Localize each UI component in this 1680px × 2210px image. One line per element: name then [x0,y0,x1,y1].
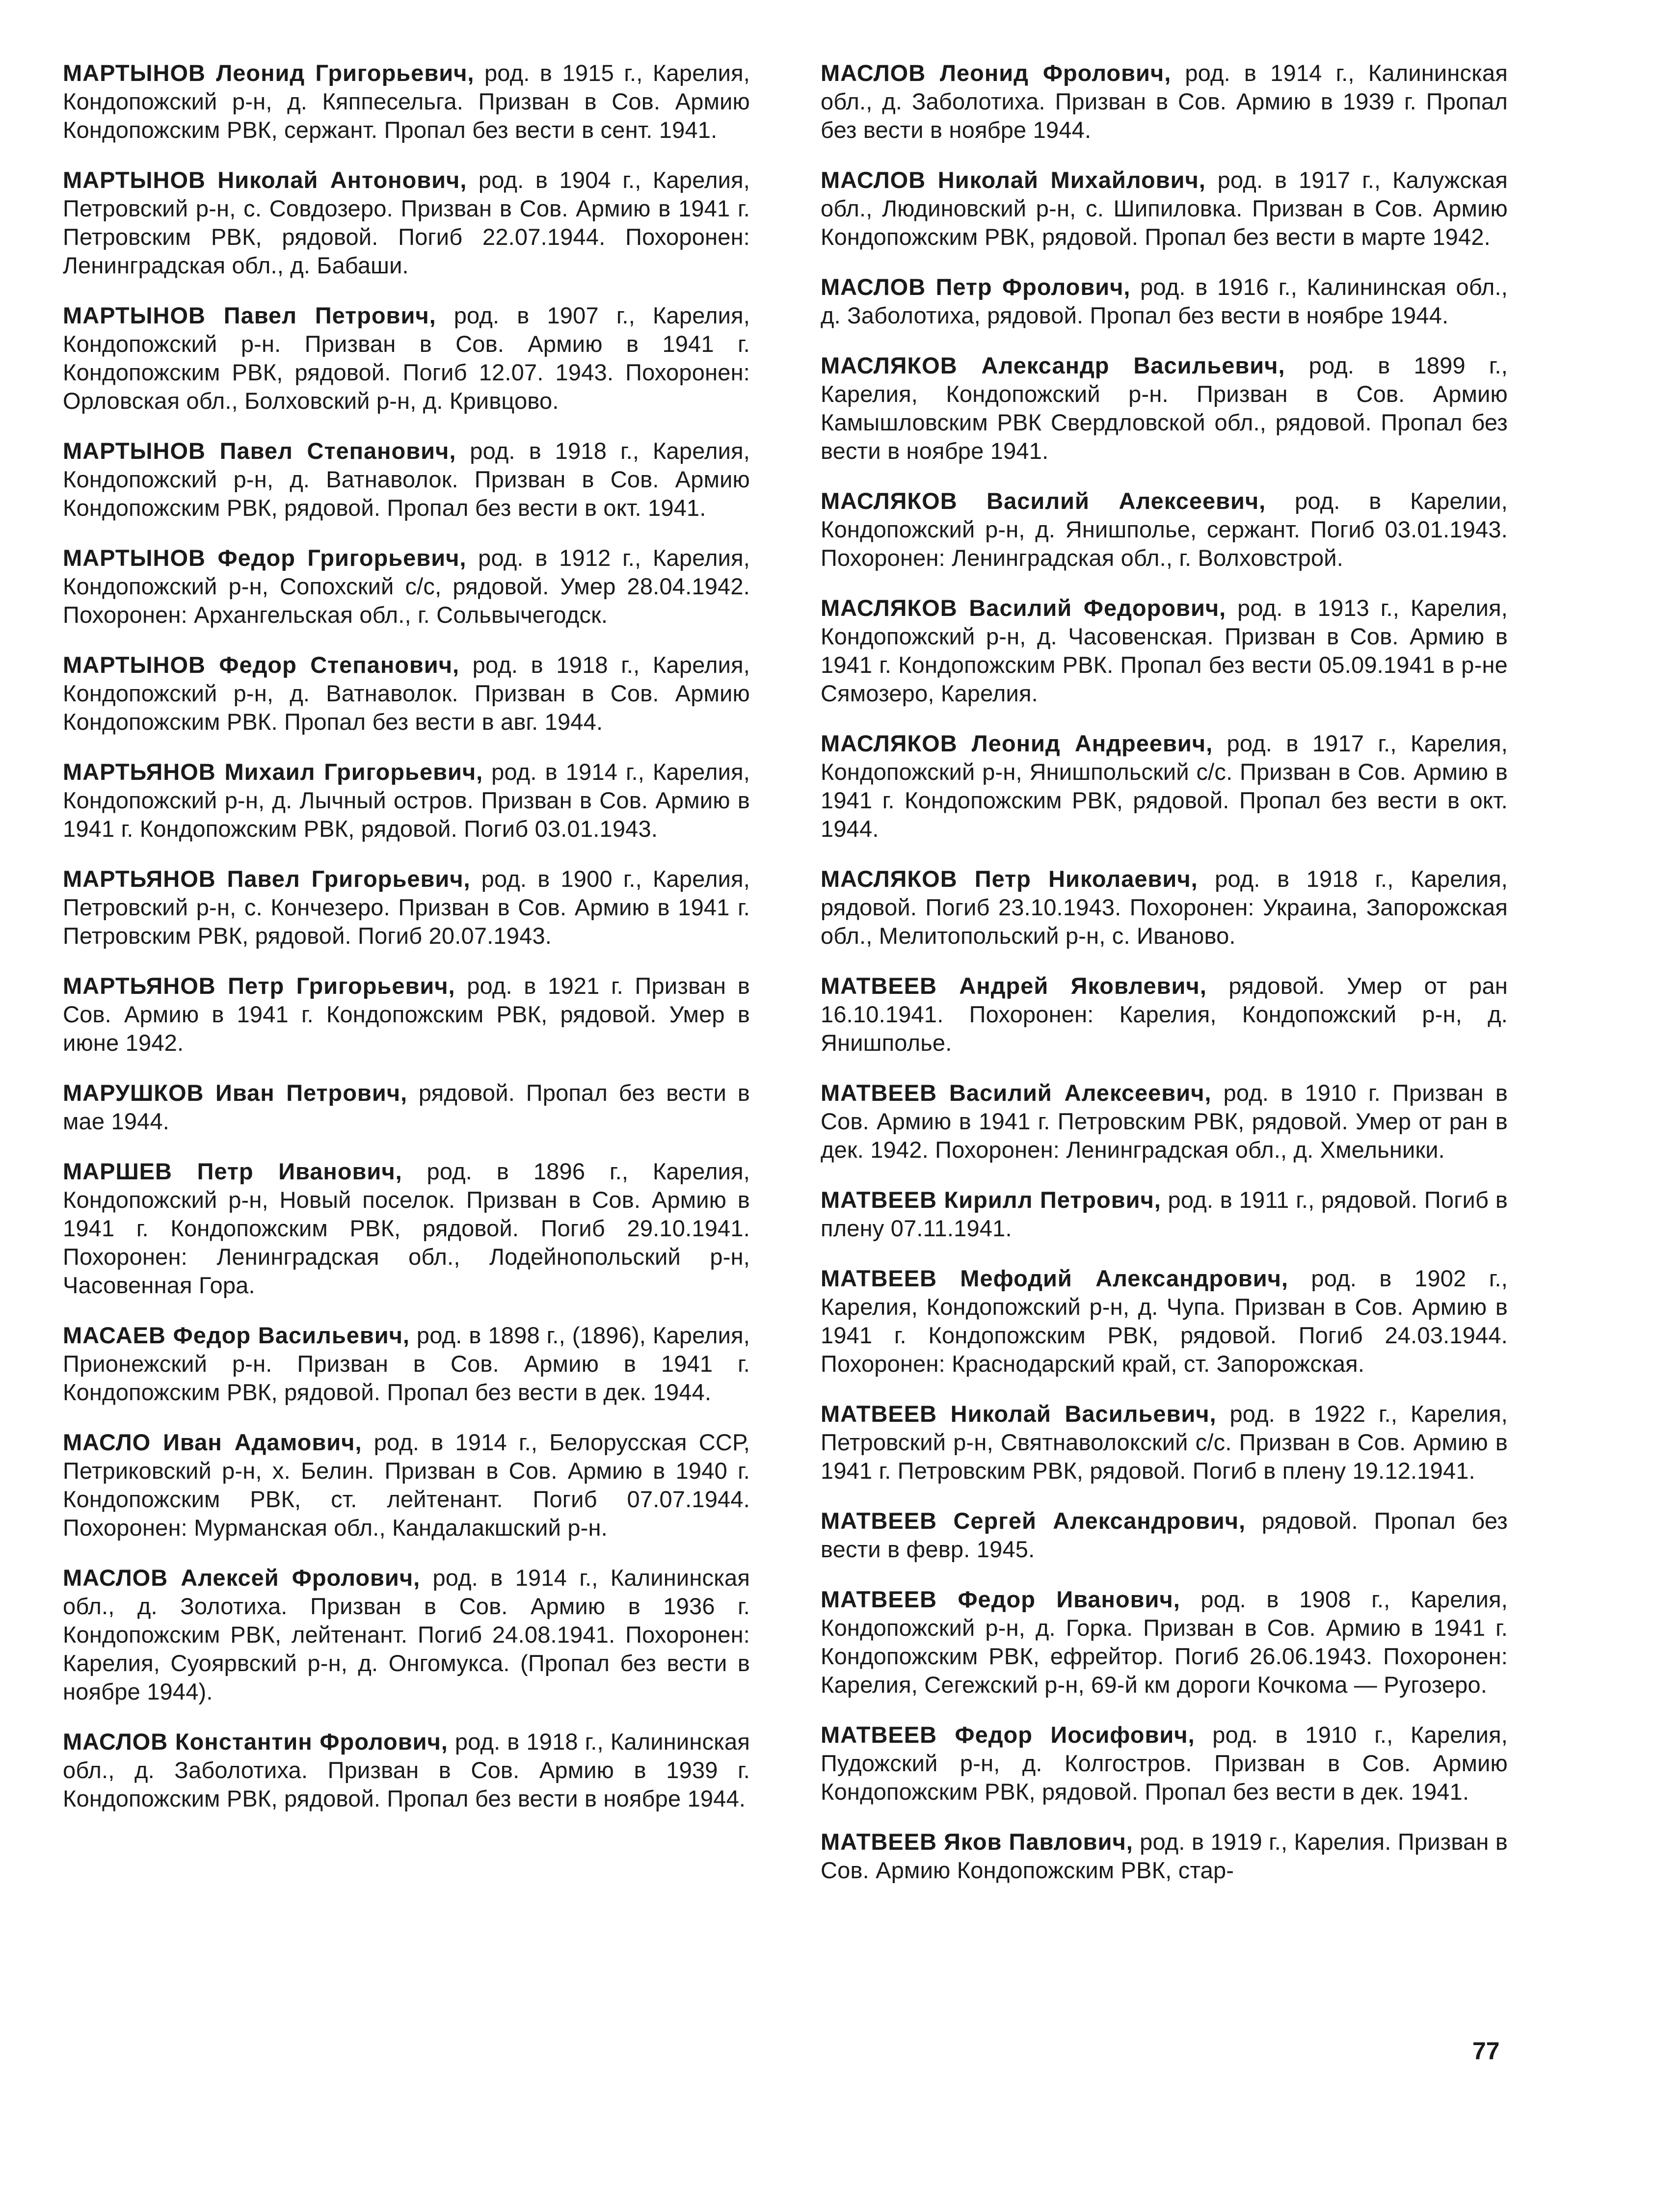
entry [821,1721,1508,1806]
entry-name: МАСЛЯКОВ Василий Федорович, [821,595,1227,621]
entry-text: род. в 1915 г., Карелия, Кондопожский р-н, д. Кяппесельга. Призван в Сов. Армию Кондопожским РВК, сержант. Пропал без вести в сент. 1941. [63,60,750,143]
page-number: 77 [1472,2037,1500,2065]
entry-text: род. в 1914 г., Калининская обл., д. Заболотиха. Призван в Сов. Армию в 1939 г. Пропал без вести в ноябре 1944. [821,60,1508,143]
entry [63,59,750,144]
entry [63,166,750,280]
entry-name: МАСЛЯКОВ Александр Васильевич, [821,352,1285,378]
entry [63,544,750,629]
entry [821,1400,1508,1485]
entry [63,972,750,1057]
entry-name: МАРТЬЯНОВ Павел Григорьевич, [63,866,471,892]
entry-text: род. в 1914 г., Белорусская ССР, Петриковский р-н, х. Белин. Призван в Сов. Армию в 1940 г. Кондопожским РВК, ст. лейтенант. Погиб 07.07.1944. Похоронен: Мурманская обл., Кандалакшский р-н. [63,1429,750,1541]
entry-name: МАРТЫНОВ Николай Антонович, [63,167,467,193]
entry-name: МАТВЕЕВ Николай Васильевич, [821,1401,1217,1427]
entry-text: род. в 1899 г., Карелия, Кондопожский р-н. Призван в Сов. Армию Камышловским РВК Свердловской обл., рядовой. Пропал без вести в ноябре 1941. [821,352,1508,464]
entry [63,865,750,950]
entry-text: род. в 1917 г., Калужская обл., Людиновский р-н, с. Шипиловка. Призван в Сов. Армию Кондопожским РВК, рядовой. Пропал без вести в марте 1942. [821,167,1508,250]
entry-text: род. в 1913 г., Карелия, Кондопожский р-н, д. Часовенская. Призван в Сов. Армию в 1941 г. Кондопожским РВК. Пропал без вести 05.09.1941 в р-не Сямозеро, Карелия. [821,595,1508,706]
entry [63,758,750,843]
entry-name: МАРУШКОВ Иван Петрович, [63,1080,408,1106]
entry-text: род. в 1911 г., рядовой. Погиб в плену 07.11.1941. [821,1187,1508,1241]
entry-text: рядовой. Пропал без вести в мае 1944. [63,1080,750,1134]
entry-name: МАРТЬЯНОВ Петр Григорьевич, [63,973,455,999]
entry [821,273,1508,330]
entry-name: МАТВЕЕВ Федор Иосифович, [821,1722,1195,1748]
entry [821,594,1508,708]
entry-name: МАТВЕЕВ Мефодий Александрович, [821,1265,1288,1291]
entry [63,651,750,736]
entry [63,1728,750,1813]
entry-text: род. в 1914 г., Калининская обл., д. Золотиха. Призван в Сов. Армию в 1936 г. Кондопожским РВК, лейтенант. Погиб 24.08.1941. Похоронен: Карелия, Суоярвский р-н, д. Онгомукса. (Пропал без вести в ноябре 1944). [63,1565,750,1704]
entry [63,1321,750,1407]
entry [821,1507,1508,1564]
entry-name: МАРТЫНОВ Павел Петрович, [63,302,436,328]
entry-text: род. в 1912 г., Карелия, Кондопожский р-н, Сопохский с/с, рядовой. Умер 28.04.1942. Похоронен: Архангельская обл., г. Сольвычегодск. [63,545,750,628]
entry-text: род. в 1918 г., Карелия, Кондопожский р-н, д. Ватнаволок. Призван в Сов. Армию Кондопожским РВК. Пропал без вести в авг. 1944. [63,652,750,735]
entry-text: род. в 1904 г., Карелия, Петровский р-н, с. Совдозеро. Призван в Сов. Армию в 1941 г. Петровским РВК, рядовой. Погиб 22.07.1944. Похоронен: Ленинградская обл., д. Бабаши. [63,167,750,278]
entry-text: род. в 1896 г., Карелия, Кондопожский р-н, Новый поселок. Призван в Сов. Армию в 1941 г. Кондопожским РВК, рядовой. Погиб 29.10.1941. Похоронен: Ленинградская обл., Лодейнопольский р-н, Часовенная Гора. [63,1158,750,1298]
entry [63,1564,750,1706]
entry [63,1157,750,1300]
entry-name: МАРТЫНОВ Леонид Григорьевич, [63,60,475,86]
entry [821,487,1508,572]
entry-name: МАТВЕЕВ Кирилл Петрович, [821,1187,1161,1213]
entry-name: МАСЛОВ Константин Фролович, [63,1729,448,1755]
entry-name: МАСЛОВ Алексей Фролович, [63,1565,421,1591]
entry-name: МАСЛЯКОВ Леонид Андреевич, [821,730,1213,756]
entry-name: МАРТЫНОВ Федор Степанович, [63,652,460,678]
entry-text: род. в 1918 г., Карелия, Кондопожский р-н, д. Ватнаволок. Призван в Сов. Армию Кондопожским РВК, рядовой. Пропал без вести в окт. 1941. [63,438,750,521]
entry [821,1585,1508,1699]
right-column [821,59,1508,1906]
entry-text: род. в 1900 г., Карелия, Петровский р-н, с. Кончезеро. Призван в Сов. Армию в 1941 г. Петровским РВК, рядовой. Погиб 20.07.1943. [63,866,750,949]
entry-text: род. в 1922 г., Карелия, Петровский р-н, Святнаволокский с/с. Призван в Сов. Армию в 1941 г. Петровским РВК, рядовой. Погиб в плену 19.12.1941. [821,1401,1508,1484]
entry [821,972,1508,1057]
entry-text: род. в 1910 г. Призван в Сов. Армию в 1941 г. Петровским РВК, рядовой. Умер от ран в дек. 1942. Похоронен: Ленинградская обл., д. Хмельники. [821,1080,1508,1163]
entry-name: МАСЛОВ Петр Фролович, [821,274,1131,300]
entry [821,1828,1508,1885]
left-column [63,59,750,1835]
entry-text: род. в 1907 г., Карелия, Кондопожский р-н. Призван в Сов. Армию в 1941 г. Кондопожским РВК, рядовой. Погиб 12.07. 1943. Похоронен: Орловская обл., Болховский р-н, д. Кривцово. [63,302,750,414]
entry-name: МАТВЕЕВ Андрей Яковлевич, [821,973,1207,999]
entry-name: МАРТЫНОВ Павел Степанович, [63,438,456,464]
entry-text: род. в 1908 г., Карелия, Кондопожский р-н, д. Горка. Призван в Сов. Армию в 1941 г. Кондопожским РВК, ефрейтор. Погиб 26.06.1943. Похоронен: Карелия, Сегежский р-н, 69-й км дороги Кочкома — Ругозеро. [821,1586,1508,1698]
entry-text: род. в 1898 г., (1896), Карелия, Прионежский р-н. Призван в Сов. Армию в 1941 г. Кондопожским РВК, рядовой. Пропал без вести в дек. 1944. [63,1322,750,1405]
entry [63,437,750,522]
entry-name: МАТВЕЕВ Сергей Александрович, [821,1508,1246,1534]
entry-name: МАТВЕЕВ Федор Иванович, [821,1586,1180,1612]
entry [821,729,1508,843]
entry-text: род. в Карелии, Кондопожский р-н, д. Янишполье, сержант. Погиб 03.01.1943. Похоронен: Ленинградская обл., г. Волховстрой. [821,488,1508,571]
entry-text: род. в 1916 г., Калининская обл., д. Заболотиха, рядовой. Пропал без вести в ноябре 1944. [821,274,1508,328]
entry-text: рядовой. Пропал без вести в февр. 1945. [821,1508,1508,1562]
entry-name: МАСЛЯКОВ Василий Алексеевич, [821,488,1266,514]
entry [821,1264,1508,1378]
entry [821,1186,1508,1243]
entry-name: МАСЛО Иван Адамович, [63,1429,362,1455]
entry-name: МАТВЕЕВ Яков Павлович, [821,1829,1133,1855]
entry-name: МАСЛОВ Леонид Фролович, [821,60,1172,86]
entry-text: род. в 1914 г., Карелия, Кондопожский р-н, д. Лычный остров. Призван в Сов. Армию в 1941 г. Кондопожским РВК, рядовой. Погиб 03.01.1943. [63,759,750,842]
entry [821,1079,1508,1164]
entry [63,301,750,415]
entry [821,351,1508,465]
entry-text: род. в 1902 г., Карелия, Кондопожский р-н, д. Чупа. Призван в Сов. Армию в 1941 г. Кондопожским РВК, рядовой. Погиб 24.03.1944. Похоронен: Краснодарский край, ст. Запорожская. [821,1265,1508,1377]
entry-text: рядовой. Умер от ран 16.10.1941. Похоронен: Карелия, Кондопожский р-н, д. Янишполье. [821,973,1508,1056]
entry-name: МАСЛОВ Николай Михайлович, [821,167,1206,193]
entry [63,1079,750,1136]
entry-text: род. в 1918 г., Калининская обл., д. Заболотиха. Призван в Сов. Армию в 1939 г. Кондопожским РВК, рядовой. Пропал без вести в ноябре 1944. [63,1729,750,1811]
entry [821,59,1508,144]
entry-name: МАРТЫНОВ Федор Григорьевич, [63,545,467,571]
entry-text: род. в 1921 г. Призван в Сов. Армию в 1941 г. Кондопожским РВК, рядовой. Умер в июне 1942. [63,973,750,1056]
entry [821,166,1508,251]
entry [63,1428,750,1542]
entry-text: род. в 1918 г., Карелия, рядовой. Погиб 23.10.1943. Похоронен: Украина, Запорожская обл., Мелитопольский р-н, с. Иваново. [821,866,1508,949]
entry-name: МАСАЕВ Федор Васильевич, [63,1322,410,1348]
entry-name: МАСЛЯКОВ Петр Николаевич, [821,866,1198,892]
entry-text: род. в 1910 г., Карелия, Пудожский р-н, д. Колгостров. Призван в Сов. Армию Кондопожским РВК, рядовой. Пропал без вести в дек. 1941. [821,1722,1508,1805]
entry-text: род. в 1917 г., Карелия, Кондопожский р-н, Янишпольский с/с. Призван в Сов. Армию в 1941 г. Кондопожским РВК, рядовой. Пропал без вести в окт. 1944. [821,730,1508,842]
entry-text: род. в 1919 г., Карелия. Призван в Сов. Армию Кондопожским РВК, стар- [821,1829,1508,1883]
entry [821,865,1508,950]
entry-name: МАТВЕЕВ Василий Алексеевич, [821,1080,1212,1106]
entry-name: МАРШЕВ Петр Иванович, [63,1158,402,1184]
entry-name: МАРТЬЯНОВ Михаил Григорьевич, [63,759,483,785]
